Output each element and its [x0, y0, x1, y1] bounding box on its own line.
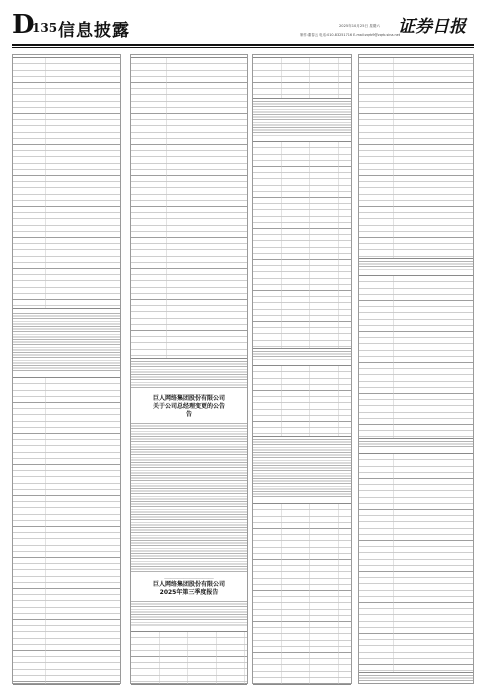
text-block — [253, 439, 351, 499]
editor-contact: 制作:董春云 电话:010-83251716 E-mail:zqrb9@zqrb.sina.net — [300, 33, 401, 37]
notice-1-body — [131, 423, 247, 573]
table-block — [13, 57, 120, 309]
column-1-table — [12, 54, 121, 684]
table-block — [253, 365, 351, 437]
table-block — [13, 377, 120, 685]
text-block — [359, 675, 473, 683]
notice-1-company: 巨人网络集团股份有限公司 — [152, 395, 225, 402]
text-block — [131, 361, 247, 389]
table-block — [131, 57, 247, 359]
masthead-rule-thick — [12, 44, 474, 46]
masthead-rule-thin — [12, 47, 474, 48]
notice-2-company: 巨人网络集团股份有限公司 — [152, 581, 225, 588]
page-letter: D — [12, 10, 35, 40]
text-block — [359, 441, 473, 449]
table-block — [131, 631, 247, 685]
notice-2-title: 2025年第三季度报告 — [159, 589, 219, 596]
table-block — [359, 57, 473, 259]
notice-2-body — [131, 601, 247, 627]
notice-header-line: _______________________________ — [164, 575, 214, 579]
text-block — [359, 261, 473, 271]
notice-1-title-cont: 告 — [185, 411, 192, 418]
text-block — [253, 351, 351, 361]
section-title: 信息披露 — [58, 21, 130, 41]
table-block — [253, 57, 351, 99]
text-block — [13, 313, 120, 373]
table-block — [359, 275, 473, 439]
table-block — [359, 453, 473, 673]
issue-date: 2025年10月25日 星期六 — [339, 24, 380, 28]
page-number: 135 — [32, 21, 58, 35]
table-block — [253, 141, 351, 349]
table-block — [253, 503, 351, 685]
notice-1-title: 关于公司总经理变更的公告 — [152, 403, 225, 410]
newspaper-logo: 证券日报 — [398, 17, 466, 37]
text-block — [253, 101, 351, 137]
column-2-notices — [130, 54, 248, 684]
notice-header-line: _______________________________ — [164, 391, 214, 395]
masthead — [0, 0, 484, 46]
column-4-balance-sheet — [358, 54, 474, 684]
column-3-financials — [252, 54, 352, 684]
